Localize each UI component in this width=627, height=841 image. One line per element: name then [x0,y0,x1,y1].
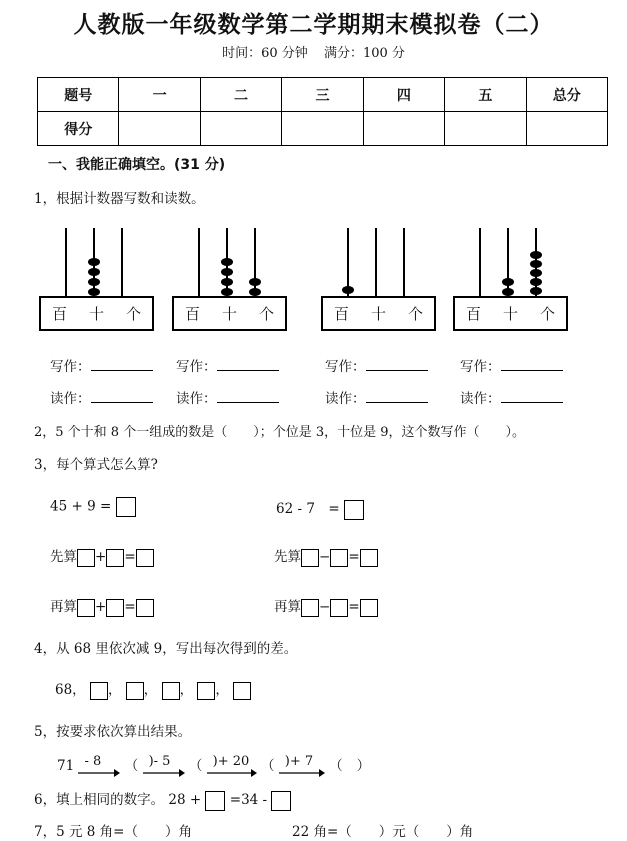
read-row-3: 读作： [325,387,428,407]
answer-box[interactable] [162,682,180,700]
answer-line[interactable] [501,390,563,403]
answer-box[interactable] [344,500,364,520]
question-5-text: 5，按要求依次算出结果。 [34,724,192,740]
score-cell[interactable] [526,112,607,146]
score-header-cell: 四 [363,78,444,112]
score-table [37,77,608,146]
answer-box[interactable] [126,682,144,700]
score-header-cell: 总分 [526,78,607,112]
score-cell[interactable] [119,112,200,146]
write-row-2: 写作： [176,355,279,375]
arrow-icon: )+ 7 [279,758,325,776]
answer-box[interactable] [197,682,215,700]
question-6: 6，填上相同的数字。 28 + =34 - [34,788,291,811]
write-row-4: 写作： [460,355,563,375]
answer-box[interactable] [330,599,348,617]
score-table-header-row [38,78,608,112]
write-row-1: 写作： [50,355,153,375]
question-2-text: 2，5 个十和 8 个一组成的数是（ ）；个位是 3，十位是 9，这个数写作（ ）。 [34,425,526,440]
q3-left-then-step: 再算 + = [50,595,154,617]
arrow-icon: )- 5 [143,758,185,776]
write-row-3: 写作： [325,355,428,375]
read-row-2: 读作： [176,387,279,407]
arrow-icon: - 8 [78,758,120,776]
answer-line[interactable] [366,390,428,403]
read-row-4: 读作： [460,387,563,407]
score-cell[interactable] [363,112,444,146]
full-score: 满分：100 分 [323,46,405,61]
arrow-icon: )+ 20 [207,758,257,776]
answer-line[interactable] [91,390,153,403]
answer-box[interactable] [77,549,95,567]
q4-answers: 68， ， ， ， ， [55,678,251,700]
answer-box[interactable] [205,791,225,811]
answer-line[interactable] [366,358,428,371]
score-header-cell: 一 [119,78,200,112]
q3-left-expression: 45 + 9 = [50,497,136,517]
answer-line[interactable] [91,358,153,371]
score-table-score-row [38,112,608,146]
answer-box[interactable] [330,549,348,567]
question-7-left: 7，5 元 8 角=（ ）角 [34,824,192,840]
exam-info [0,42,627,61]
answer-box[interactable] [233,682,251,700]
question-7-right: 22 角=（ ）元（ ）角 [292,824,474,840]
abacus-label-frame: 百 十 个 [172,296,287,331]
answer-line[interactable] [217,358,279,371]
answer-box[interactable] [106,599,124,617]
read-row-1: 读作： [50,387,153,407]
q5-chain: 71 - 8 （ )- 5 （ )+ 20 （ )+ 7 （ ） [57,754,370,776]
answer-box[interactable] [271,791,291,811]
answer-box[interactable] [360,549,378,567]
answer-box[interactable] [90,682,108,700]
score-cell[interactable] [200,112,281,146]
abacus-label-frame: 百 十 个 [321,296,436,331]
answer-line[interactable] [217,390,279,403]
answer-box[interactable] [77,599,95,617]
answer-box[interactable] [106,549,124,567]
score-row-label: 得分 [38,112,119,146]
abacus-label-frame: 百 十 个 [39,296,154,331]
q3-right-expression: 62 - 7 = [276,497,364,520]
q3-right-then-step: 再算 − = [274,595,378,617]
score-cell[interactable] [282,112,363,146]
abacus-2 [172,228,287,340]
abacus-3 [321,228,436,340]
answer-line[interactable] [501,358,563,371]
score-header-cell: 五 [445,78,526,112]
answer-box[interactable] [360,599,378,617]
page-title: 人教版一年级数学第二学期期末模拟卷（二） [73,12,554,38]
q3-right-first-step: 先算 − = [274,545,378,567]
abacus-4 [453,228,568,340]
abacus-label-frame: 百 十 个 [453,296,568,331]
answer-box[interactable] [116,497,136,517]
time-limit: 时间：60 分钟 [222,46,308,61]
score-header-cell: 题号 [38,78,119,112]
question-1-text: 1，根据计数器写数和读数。 [34,191,205,207]
abacus-1 [39,228,154,340]
question-3-text: 3，每个算式怎么算? [34,457,158,473]
score-header-cell: 三 [282,78,363,112]
section-1-title: 一、我能正确填空。(31 分) [48,157,226,173]
score-header-cell: 二 [200,78,281,112]
q3-left-first-step: 先算 + = [50,545,154,567]
answer-box[interactable] [301,599,319,617]
answer-box[interactable] [136,549,154,567]
answer-box[interactable] [136,599,154,617]
score-cell[interactable] [445,112,526,146]
question-4-text: 4，从 68 里依次减 9，写出每次得到的差。 [34,641,298,657]
answer-box[interactable] [301,549,319,567]
